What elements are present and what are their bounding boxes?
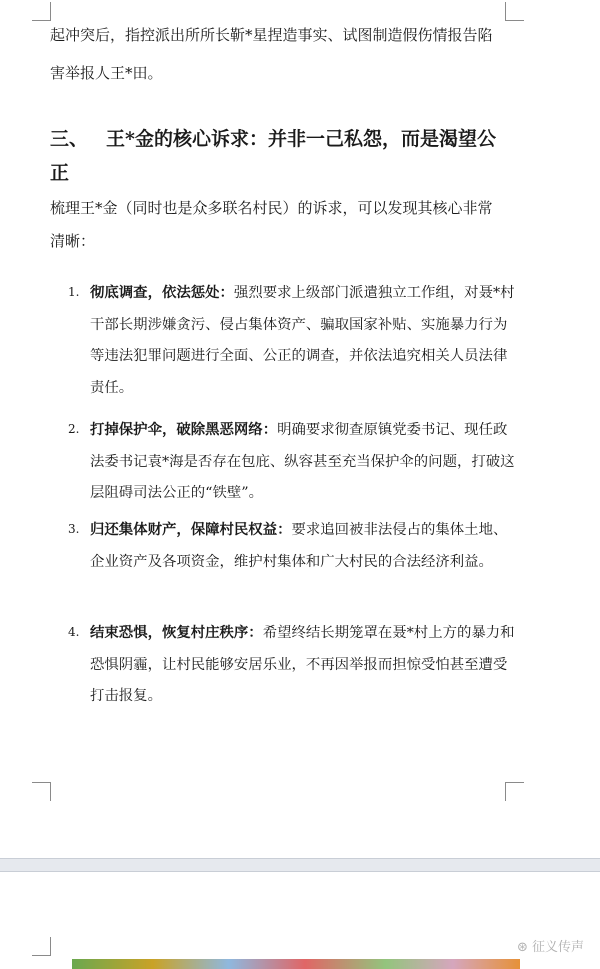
paragraph-line: 起冲突后，指控派出所所长靳*星捏造事实、试图制造假伤情报告陷	[50, 26, 493, 44]
list-item-text: 希望终结长期笼罩在聂*村上方的暴力和恐惧阴霾，让村民能够安居乐业，不再因举报而担惊受怕甚至遭受打击报复。	[90, 625, 515, 704]
watermark-text: 征义传声	[531, 940, 584, 955]
intro-line: 清晰：	[50, 232, 96, 250]
list-item	[68, 514, 518, 578]
list-item-number: 4.	[68, 625, 80, 639]
document-page-2	[0, 872, 600, 969]
list-item-title: 彻底调查，依法惩处：	[90, 284, 234, 301]
section-heading-continued: 正	[50, 162, 70, 184]
heading-text: 王*金的核心诉求：并非一己私怨，而是渴望公	[106, 128, 496, 150]
list-item	[68, 277, 518, 404]
crop-mark-top-left	[32, 937, 51, 956]
intro-line: 梳理王*金（同时也是众多联名村民）的诉求，可以发现其核心非常	[50, 199, 493, 217]
list-item-text: 强烈要求上级部门派遣独立工作组，对聂*村干部长期涉嫌贪污、侵占集体资产、骗取国家补贴、实施暴力行为等违法犯罪问题进行全面、公正的调查，并依法追究相关人员法律责任。	[90, 285, 515, 396]
list-item-text: 要求追回被非法侵占的集体土地、企业资产及各项资金，维护村集体和广大村民的合法经济利益。	[90, 522, 508, 570]
watermark	[517, 936, 584, 955]
list-item-number: 3.	[68, 522, 80, 536]
crop-mark-bottom-left	[32, 782, 51, 801]
list-item-title: 结束恐惧，恢复村庄秩序：	[90, 624, 263, 641]
list-item	[68, 414, 518, 510]
crop-mark-bottom-right	[505, 782, 524, 801]
paragraph-line: 害举报人王*田。	[50, 64, 163, 82]
page-separator	[0, 858, 600, 872]
heading-number: 三、	[50, 128, 89, 150]
list-item-number: 2.	[68, 422, 80, 436]
crop-mark-top-right	[505, 2, 524, 21]
image-strip	[72, 959, 520, 969]
watermark-icon: ⊛	[516, 940, 532, 955]
list-item-title: 打掉保护伞，破除黑恶网络：	[90, 421, 278, 438]
section-heading	[50, 123, 520, 156]
list-item-text: 明确要求彻查原镇党委书记、现任政法委书记袁*海是否存在包庇、纵容甚至充当保护伞的问题，打破这层阻碍司法公正的“铁壁”。	[90, 422, 515, 501]
crop-mark-top-left	[32, 2, 51, 21]
list-item	[68, 617, 518, 713]
list-item-number: 1.	[68, 285, 80, 299]
list-item-title: 归还集体财产，保障村民权益：	[90, 521, 292, 538]
